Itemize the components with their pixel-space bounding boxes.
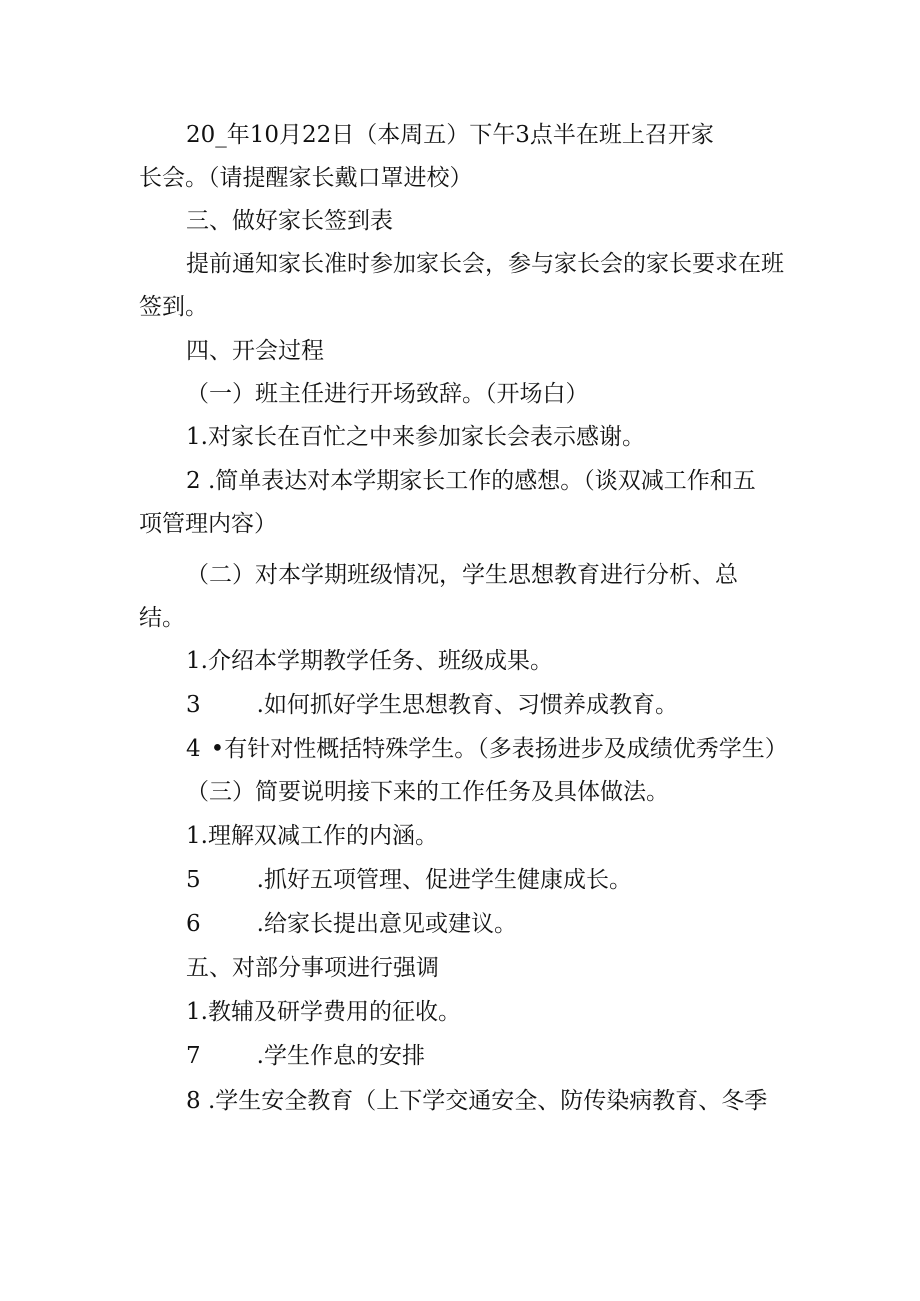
list-text: .学生作息的安排 bbox=[256, 1043, 425, 1069]
subsection-next-tasks: （三）简要说明接下来的工作任务及具体做法。 bbox=[186, 779, 669, 805]
list-text: •有针对性概括特殊学生。（多表扬进步及成绩优秀学生） bbox=[210, 736, 788, 762]
list-number: 5 bbox=[186, 867, 201, 893]
list-item bbox=[186, 694, 678, 717]
list-item: 1.理解双减工作的内涵。 bbox=[186, 823, 438, 849]
list-item bbox=[186, 738, 788, 761]
subsection-class-summary-cont: 结。 bbox=[139, 605, 185, 631]
section-heading-meeting-process: 四、开会过程 bbox=[186, 338, 324, 364]
list-item: 1.教辅及研学费用的征收。 bbox=[186, 999, 461, 1025]
section-heading-sign-in: 三、做好家长签到表 bbox=[186, 208, 393, 234]
list-item bbox=[186, 1045, 425, 1068]
list-number: 3 bbox=[186, 692, 201, 718]
subsection-class-summary: （二）对本学期班级情况，学生思想教育进行分析、总 bbox=[186, 562, 738, 588]
list-item bbox=[186, 869, 632, 892]
sign-in-paragraph: 提前通知家长准时参加家长会，参与家长会的家长要求在班 bbox=[186, 251, 784, 277]
meeting-time-line-cont: 长会。（请提醒家长戴口罩进校） bbox=[139, 165, 473, 191]
list-number: 6 bbox=[186, 911, 201, 937]
list-number: 4 bbox=[186, 736, 201, 762]
meeting-time-line: 20_年10月22日（本周五）下午3点半在班上召开家 bbox=[186, 122, 714, 148]
list-item: 1.介绍本学期教学任务、班级成果。 bbox=[186, 648, 553, 674]
list-item bbox=[186, 913, 517, 936]
list-number: 7 bbox=[186, 1043, 201, 1069]
subsection-opening: （一）班主任进行开场致辞。（开场白） bbox=[186, 381, 589, 407]
list-text: .抓好五项管理、促进学生健康成长。 bbox=[256, 867, 632, 893]
list-item: 8 .学生安全教育（上下学交通安全、防传染病教育、冬季 bbox=[186, 1088, 768, 1114]
list-item-cont: 项管理内容） bbox=[139, 511, 277, 537]
list-text: .给家长提出意见或建议。 bbox=[256, 911, 517, 937]
sign-in-paragraph-cont: 签到。 bbox=[139, 294, 208, 320]
section-heading-emphasis: 五、对部分事项进行强调 bbox=[186, 955, 439, 981]
list-text: .如何抓好学生思想教育、习惯养成教育。 bbox=[256, 692, 678, 718]
list-item: 1.对家长在百忙之中来参加家长会表示感谢。 bbox=[186, 424, 645, 450]
list-item: 2 .简单表达对本学期家长工作的感想。（谈双减工作和五 bbox=[186, 468, 756, 494]
